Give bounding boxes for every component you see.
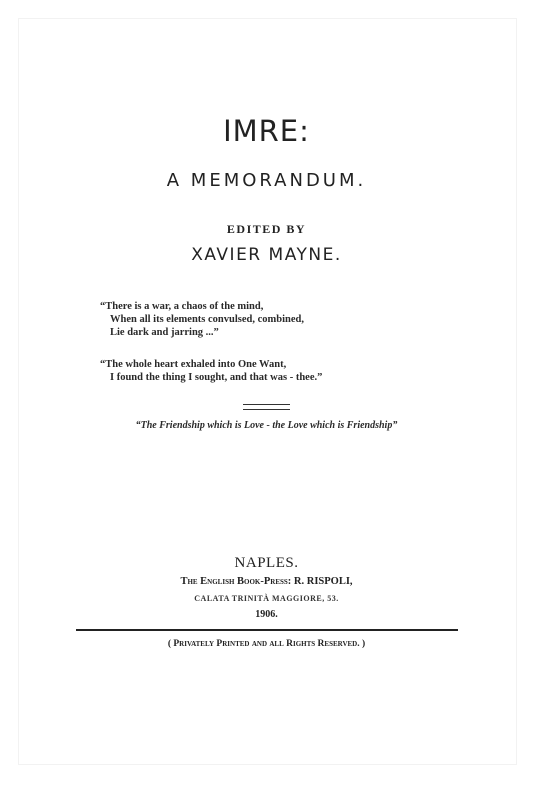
epigraph-line: When all its elements convulsed, combined,	[110, 314, 304, 325]
imprint-year: 1906.	[255, 609, 278, 620]
imprint-press: The English Book-Press: R. RISPOLI,	[180, 576, 353, 587]
book-subtitle: A MEMORANDUM.	[166, 170, 367, 191]
epigraph-line: “The whole heart exhaled into One Want,	[100, 359, 287, 370]
ornamental-divider	[243, 404, 290, 410]
imprint-place: NAPLES.	[234, 555, 299, 571]
epigraph-line: Lie dark and jarring ...”	[110, 327, 219, 338]
horizontal-rule	[76, 629, 458, 631]
motto: “The Friendship which is Love - the Love which is Friendship”	[135, 420, 398, 431]
edited-by-label: EDITED BY	[226, 222, 307, 236]
book-title: IMRE:	[223, 114, 310, 148]
rights-notice: ( Privately Printed and all Rights Reserved. )	[167, 639, 366, 649]
editor-name: XAVIER MAYNE.	[191, 245, 342, 265]
imprint-address: CALATA TRINITÀ MAGGIORE, 53.	[194, 594, 339, 603]
epigraph-line: I found the thing I sought, and that was - thee.”	[110, 372, 323, 383]
epigraph-line: “There is a war, a chaos of the mind,	[100, 301, 264, 312]
